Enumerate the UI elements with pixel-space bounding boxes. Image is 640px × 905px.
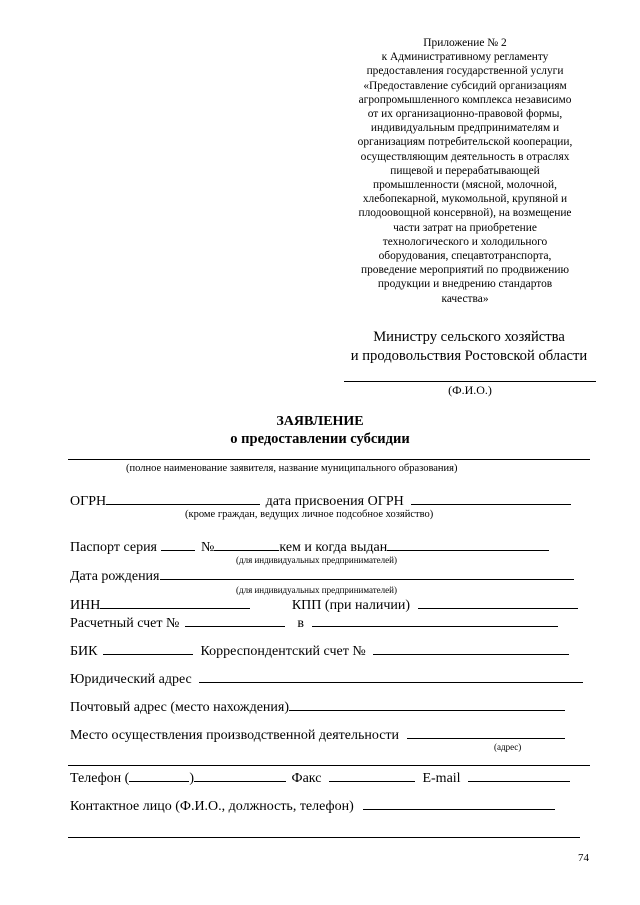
kpp-field[interactable] bbox=[418, 596, 578, 609]
bik-row bbox=[70, 642, 569, 660]
document-title: ЗАЯВЛЕНИЕ bbox=[276, 414, 364, 429]
appendix-line: предоставления государственной услуги bbox=[366, 65, 564, 78]
postal-address-label: Почтовый адрес (место нахождения) bbox=[70, 700, 289, 715]
account-field[interactable] bbox=[185, 614, 285, 627]
appendix-line: «Предоставление субсидий организациям bbox=[363, 79, 567, 92]
passport-issued-field[interactable] bbox=[387, 538, 549, 551]
appendix-line: осуществляющим деятельность в отраслях bbox=[360, 150, 570, 163]
appendix-line: плодоовощной консервной), на возмещение bbox=[358, 207, 572, 220]
email-field[interactable] bbox=[468, 769, 570, 782]
email-label: E-mail bbox=[422, 771, 461, 786]
postal-address-field[interactable] bbox=[289, 698, 565, 711]
birth-date-caption: (для индивидуальных предпринимателей) bbox=[236, 585, 397, 595]
passport-number-field[interactable] bbox=[214, 538, 279, 551]
appendix-line: хлебопекарной, мукомольной, крупяной и bbox=[362, 193, 568, 206]
legal-address-field[interactable] bbox=[199, 670, 583, 683]
addressee-line-2: и продовольствия Ростовской области bbox=[350, 347, 588, 364]
page-number: 74 bbox=[578, 852, 589, 864]
addressee-line-1: Министру сельского хозяйства bbox=[373, 329, 565, 345]
passport-series-label: Паспорт серия bbox=[70, 540, 157, 555]
bank-field[interactable] bbox=[312, 614, 558, 627]
inn-label: ИНН bbox=[70, 598, 101, 613]
appendix-line: промышленности (мясной, молочной, bbox=[373, 179, 557, 192]
addressee-fio-line[interactable] bbox=[344, 381, 596, 382]
appendix-line: части затрат на приобретение bbox=[393, 221, 537, 234]
applicant-name-caption: (полное наименование заявителя, название муниципального образования) bbox=[126, 463, 458, 474]
appendix-line: продукции и внедрению стандартов bbox=[377, 278, 553, 291]
birth-date-label: Дата рождения bbox=[70, 569, 160, 584]
ogrn-date-field[interactable] bbox=[411, 492, 571, 505]
appendix-line: Приложение № 2 bbox=[423, 37, 507, 49]
addressee-fio-caption: (Ф.И.О.) bbox=[448, 383, 492, 397]
appendix-line: технологического и холодильного bbox=[382, 235, 548, 248]
production-place-label: Место осуществления производственной деятельности bbox=[70, 728, 400, 743]
bik-label: БИК bbox=[70, 644, 98, 659]
legal-address-label: Юридический адрес bbox=[70, 672, 192, 687]
production-place-line-2[interactable] bbox=[68, 765, 590, 766]
fax-label: Факс bbox=[291, 771, 322, 786]
passport-issued-label: кем и когда выдан bbox=[279, 540, 388, 555]
bank-label: в bbox=[297, 616, 304, 631]
phone-code-field[interactable] bbox=[129, 769, 189, 782]
phone-field[interactable] bbox=[194, 769, 286, 782]
production-place-row bbox=[70, 726, 565, 744]
addressee-block bbox=[334, 328, 604, 365]
appendix-line: организациям потребительской кооперации, bbox=[357, 136, 573, 149]
passport-row bbox=[70, 538, 549, 556]
bik-field[interactable] bbox=[103, 642, 193, 655]
contact-person-label: Контактное лицо (Ф.И.О., должность, телефон) bbox=[70, 799, 354, 814]
account-row bbox=[70, 614, 558, 632]
birth-date-row bbox=[70, 567, 574, 585]
contact-person-field[interactable] bbox=[363, 797, 555, 810]
contact-person-line-2[interactable] bbox=[68, 837, 580, 838]
account-label: Расчетный счет № bbox=[70, 616, 180, 631]
ogrn-label: ОГРН bbox=[70, 494, 107, 509]
phone-label: Телефон ( bbox=[70, 771, 130, 786]
appendix-line: пищевой и перерабатывающей bbox=[390, 164, 540, 177]
fax-field[interactable] bbox=[329, 769, 415, 782]
corr-account-field[interactable] bbox=[373, 642, 569, 655]
appendix-line: агропромышленного комплекса независимо bbox=[358, 93, 572, 106]
production-place-field[interactable] bbox=[407, 726, 565, 739]
corr-account-label: Корреспондентский счет № bbox=[200, 644, 366, 659]
appendix-line: индивидуальным предпринимателям и bbox=[370, 122, 560, 135]
production-place-caption: (адрес) bbox=[494, 742, 522, 752]
applicant-name-line[interactable] bbox=[68, 459, 590, 460]
passport-caption: (для индивидуальных предпринимателей) bbox=[236, 555, 397, 565]
ogrn-caption: (кроме граждан, ведущих личное подсобное хозяйство) bbox=[185, 509, 434, 520]
appendix-line: качества» bbox=[441, 292, 489, 305]
inn-row bbox=[70, 596, 578, 614]
ogrn-date-label: дата присвоения ОГРН bbox=[265, 494, 404, 509]
ogrn-field[interactable] bbox=[106, 492, 260, 505]
inn-field[interactable] bbox=[100, 596, 250, 609]
appendix-line: проведение мероприятий по продвижению bbox=[361, 264, 569, 277]
ogrn-row bbox=[70, 492, 571, 510]
passport-number-label: № bbox=[201, 540, 215, 555]
appendix-line: оборудования, спецавтотранспорта, bbox=[378, 250, 552, 263]
legal-address-row bbox=[70, 670, 583, 688]
document-subtitle: о предоставлении субсидии bbox=[230, 431, 410, 447]
contacts-row bbox=[70, 769, 570, 787]
postal-address-row bbox=[70, 698, 565, 716]
kpp-label: КПП (при наличии) bbox=[291, 598, 411, 613]
passport-series-field[interactable] bbox=[161, 538, 195, 551]
birth-date-field[interactable] bbox=[160, 567, 574, 580]
contact-person-row bbox=[70, 797, 555, 815]
phone-close-paren: ) bbox=[189, 771, 195, 786]
appendix-line: к Административному регламенту bbox=[381, 51, 549, 64]
appendix-header bbox=[334, 36, 596, 306]
appendix-line: от их организационно-правовой формы, bbox=[367, 108, 563, 121]
